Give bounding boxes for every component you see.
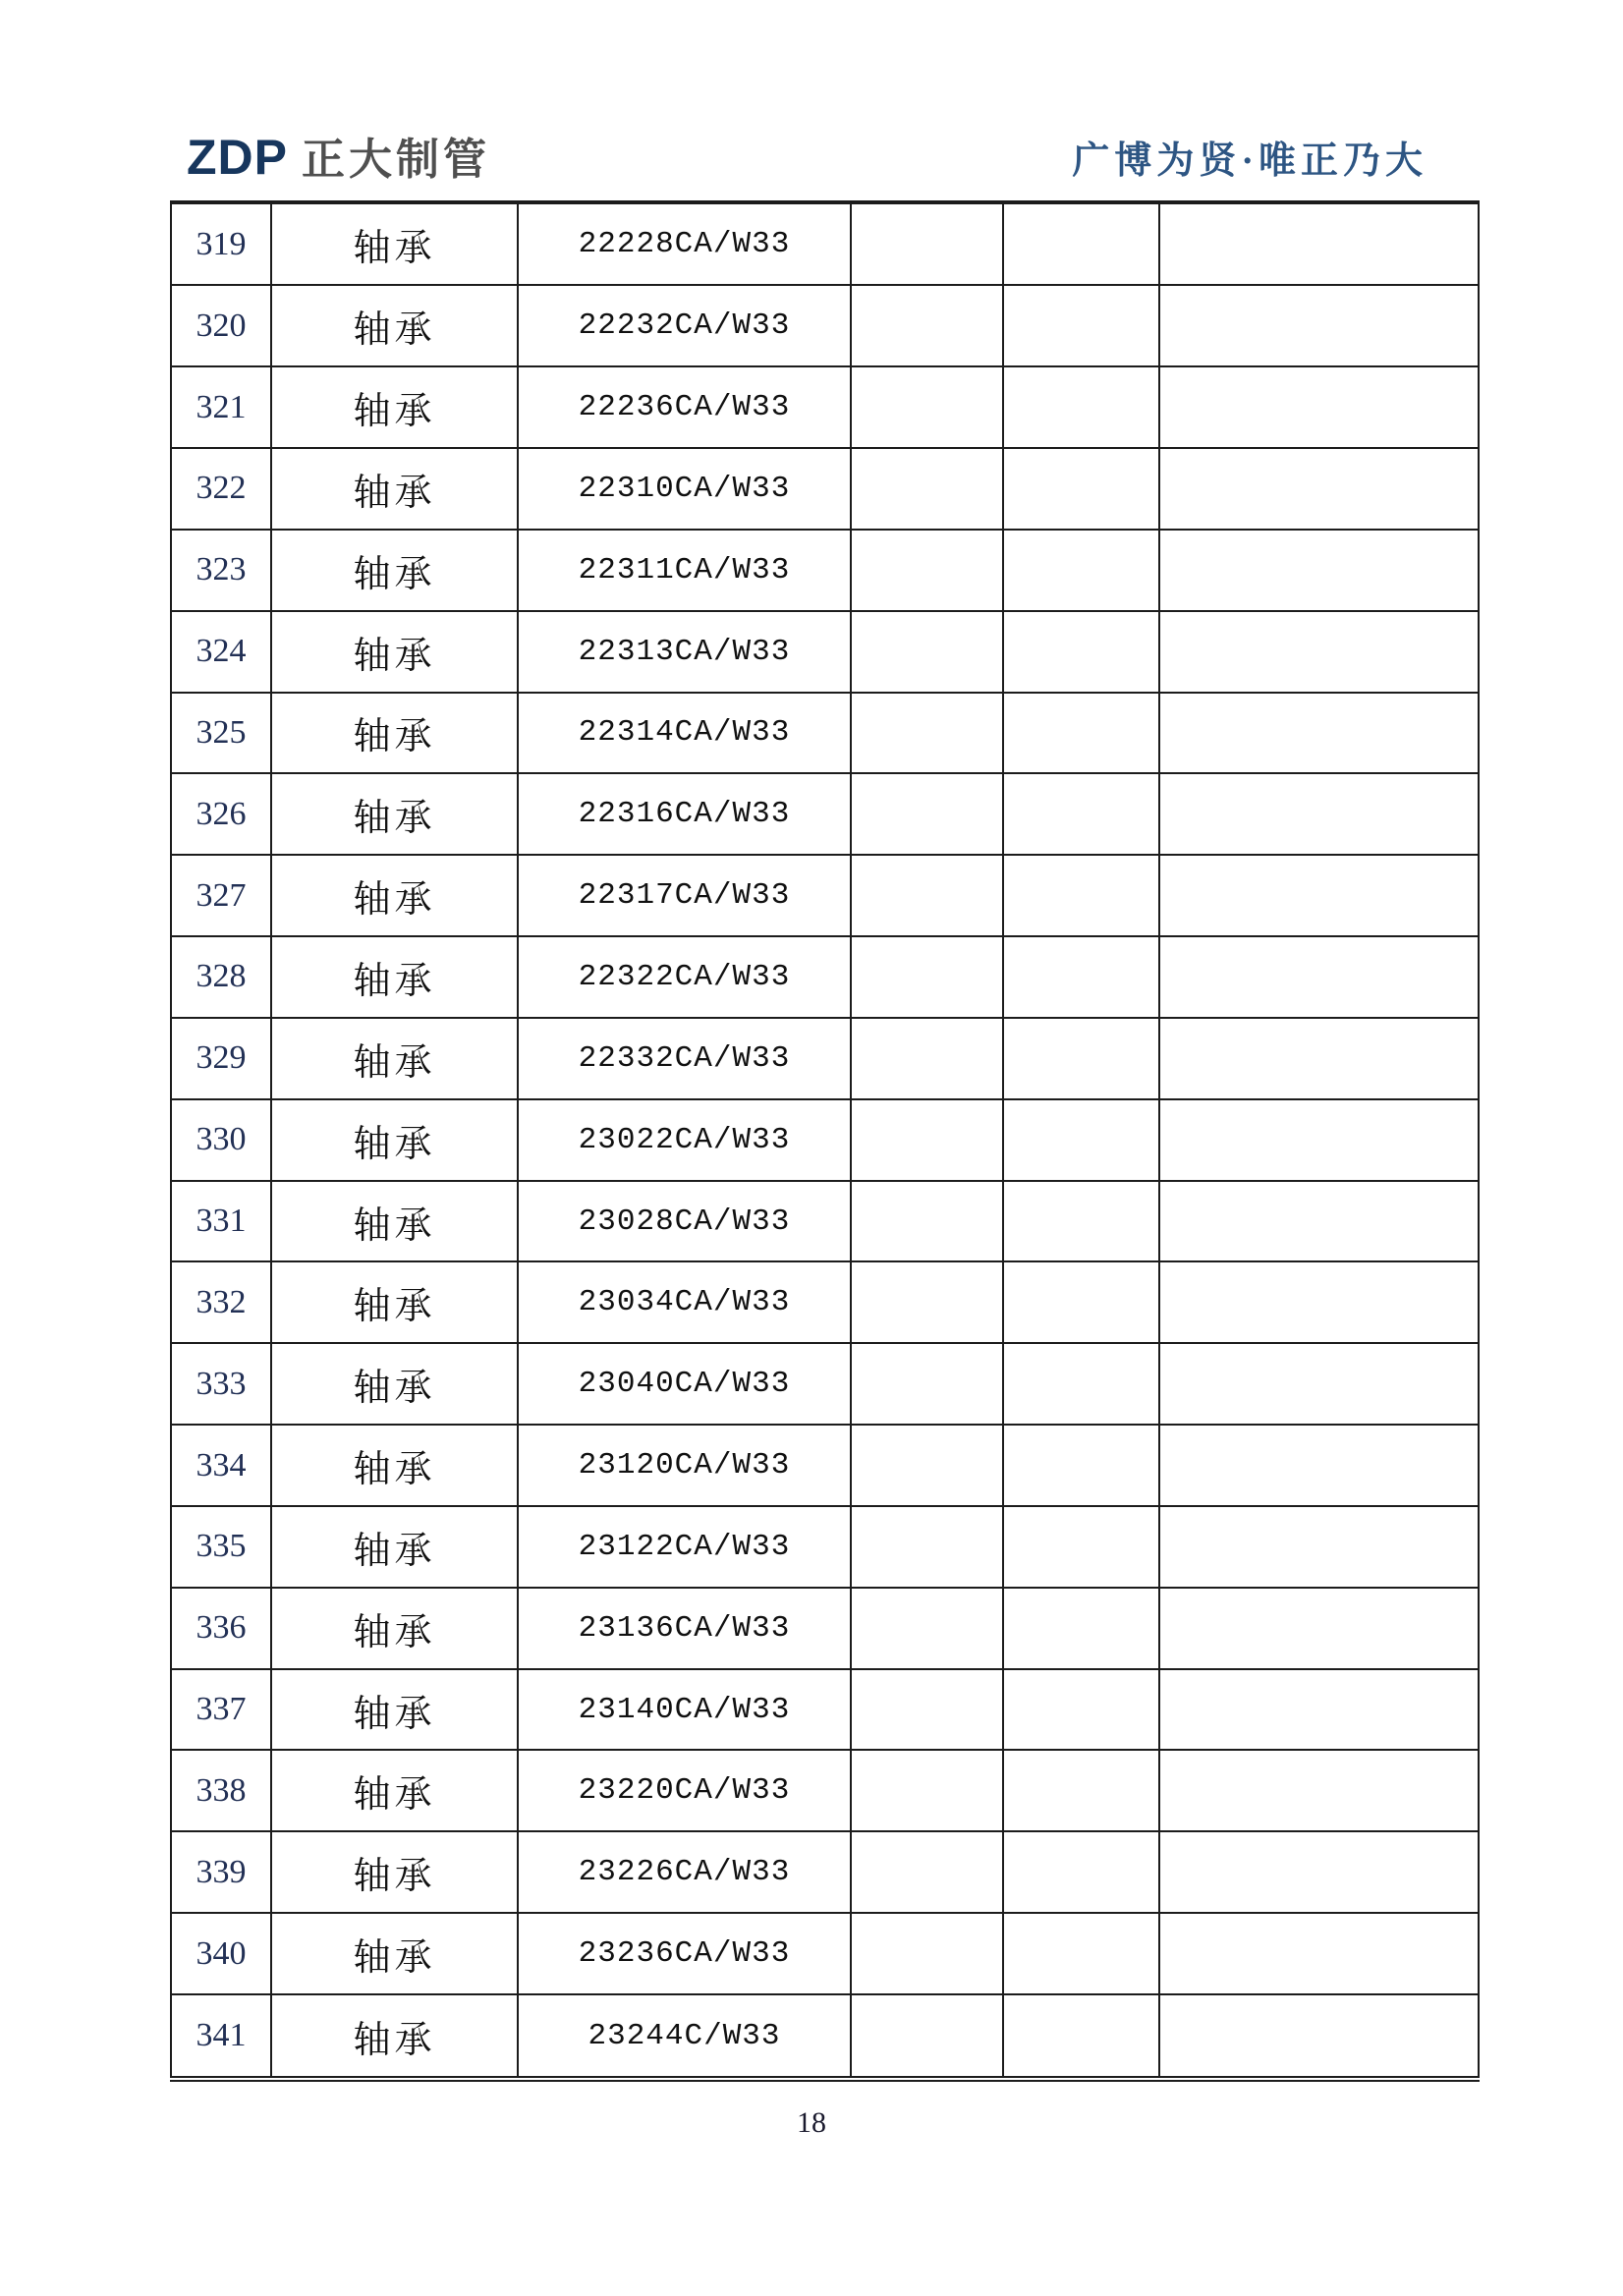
table-row — [171, 530, 1479, 611]
table-row — [171, 1669, 1479, 1751]
empty-cell-3 — [1159, 530, 1479, 611]
row-number-cell: 324 — [171, 611, 271, 693]
model-cell: 22322CA/W33 — [518, 936, 851, 1018]
item-name-cell: 轴承 — [271, 1181, 518, 1262]
company-name: 正大制管 — [302, 136, 490, 184]
row-number-cell: 322 — [171, 448, 271, 530]
model-cell: 23040CA/W33 — [518, 1343, 851, 1425]
empty-cell-2 — [1003, 1425, 1159, 1506]
row-number-cell: 341 — [171, 1994, 271, 2079]
empty-cell-2 — [1003, 530, 1159, 611]
item-name-cell: 轴承 — [271, 285, 518, 366]
empty-cell-2 — [1003, 855, 1159, 936]
empty-cell-3 — [1159, 202, 1479, 285]
empty-cell-2 — [1003, 1750, 1159, 1831]
table-row — [171, 285, 1479, 366]
model-cell: 23236CA/W33 — [518, 1913, 851, 1994]
empty-cell-3 — [1159, 1831, 1479, 1913]
empty-cell-3 — [1159, 1588, 1479, 1669]
table-row — [171, 693, 1479, 774]
zdp-logo-icon: ZDP — [187, 130, 288, 185]
empty-cell-1 — [851, 285, 1003, 366]
empty-cell-1 — [851, 773, 1003, 855]
empty-cell-1 — [851, 1181, 1003, 1262]
empty-cell-2 — [1003, 1669, 1159, 1751]
empty-cell-2 — [1003, 1913, 1159, 1994]
model-cell: 23120CA/W33 — [518, 1425, 851, 1506]
table-row — [171, 1343, 1479, 1425]
model-cell: 23244C/W33 — [518, 1994, 851, 2079]
empty-cell-1 — [851, 611, 1003, 693]
model-cell: 23022CA/W33 — [518, 1099, 851, 1181]
row-number-cell: 334 — [171, 1425, 271, 1506]
company-slogan: 广博为贤·唯正乃大 — [1072, 140, 1427, 182]
item-name-cell: 轴承 — [271, 1750, 518, 1831]
table-row — [171, 1261, 1479, 1343]
model-cell: 23122CA/W33 — [518, 1506, 851, 1588]
table-row — [171, 1750, 1479, 1831]
empty-cell-2 — [1003, 1261, 1159, 1343]
empty-cell-3 — [1159, 1099, 1479, 1181]
empty-cell-2 — [1003, 693, 1159, 774]
table-row — [171, 773, 1479, 855]
empty-cell-2 — [1003, 1343, 1159, 1425]
empty-cell-1 — [851, 1099, 1003, 1181]
empty-cell-1 — [851, 693, 1003, 774]
empty-cell-3 — [1159, 366, 1479, 448]
item-name-cell: 轴承 — [271, 1343, 518, 1425]
model-cell: 22316CA/W33 — [518, 773, 851, 855]
row-number-cell: 333 — [171, 1343, 271, 1425]
item-name-cell: 轴承 — [271, 530, 518, 611]
model-cell: 22310CA/W33 — [518, 448, 851, 530]
row-number-cell: 328 — [171, 936, 271, 1018]
item-name-cell: 轴承 — [271, 1588, 518, 1669]
empty-cell-2 — [1003, 448, 1159, 530]
empty-cell-1 — [851, 1506, 1003, 1588]
row-number-cell: 323 — [171, 530, 271, 611]
model-cell: 22314CA/W33 — [518, 693, 851, 774]
table-row — [171, 1831, 1479, 1913]
empty-cell-2 — [1003, 285, 1159, 366]
item-name-cell: 轴承 — [271, 1669, 518, 1751]
empty-cell-1 — [851, 1425, 1003, 1506]
model-cell: 23140CA/W33 — [518, 1669, 851, 1751]
model-cell: 22228CA/W33 — [518, 202, 851, 285]
table-row — [171, 1913, 1479, 1994]
empty-cell-3 — [1159, 1343, 1479, 1425]
row-number-cell: 320 — [171, 285, 271, 366]
empty-cell-3 — [1159, 1181, 1479, 1262]
empty-cell-1 — [851, 1343, 1003, 1425]
row-number-cell: 336 — [171, 1588, 271, 1669]
empty-cell-3 — [1159, 1913, 1479, 1994]
empty-cell-3 — [1159, 1506, 1479, 1588]
table-row — [171, 936, 1479, 1018]
table-row — [171, 448, 1479, 530]
empty-cell-2 — [1003, 1018, 1159, 1099]
empty-cell-1 — [851, 1913, 1003, 1994]
item-name-cell: 轴承 — [271, 855, 518, 936]
page-footer — [0, 2106, 1623, 2140]
empty-cell-3 — [1159, 693, 1479, 774]
row-number-cell: 326 — [171, 773, 271, 855]
table-row — [171, 1099, 1479, 1181]
item-name-cell: 轴承 — [271, 1994, 518, 2079]
row-number-cell: 338 — [171, 1750, 271, 1831]
empty-cell-2 — [1003, 1588, 1159, 1669]
table-row — [171, 1506, 1479, 1588]
item-name-cell: 轴承 — [271, 1261, 518, 1343]
empty-cell-3 — [1159, 1669, 1479, 1751]
empty-cell-2 — [1003, 1994, 1159, 2079]
empty-cell-3 — [1159, 285, 1479, 366]
empty-cell-1 — [851, 202, 1003, 285]
empty-cell-2 — [1003, 611, 1159, 693]
row-number-cell: 329 — [171, 1018, 271, 1099]
item-name-cell: 轴承 — [271, 448, 518, 530]
item-name-cell: 轴承 — [271, 1506, 518, 1588]
empty-cell-3 — [1159, 1261, 1479, 1343]
empty-cell-3 — [1159, 855, 1479, 936]
empty-cell-3 — [1159, 1750, 1479, 1831]
item-name-cell: 轴承 — [271, 611, 518, 693]
model-cell: 23028CA/W33 — [518, 1181, 851, 1262]
empty-cell-1 — [851, 1750, 1003, 1831]
item-name-cell: 轴承 — [271, 1099, 518, 1181]
empty-cell-3 — [1159, 773, 1479, 855]
empty-cell-2 — [1003, 1099, 1159, 1181]
row-number-cell: 340 — [171, 1913, 271, 1994]
empty-cell-2 — [1003, 1831, 1159, 1913]
row-number-cell: 319 — [171, 202, 271, 285]
parts-table — [170, 200, 1480, 2082]
empty-cell-2 — [1003, 936, 1159, 1018]
table-row — [171, 1425, 1479, 1506]
empty-cell-2 — [1003, 202, 1159, 285]
empty-cell-1 — [851, 1261, 1003, 1343]
table-row — [171, 1181, 1479, 1262]
item-name-cell: 轴承 — [271, 1018, 518, 1099]
empty-cell-1 — [851, 530, 1003, 611]
empty-cell-1 — [851, 936, 1003, 1018]
empty-cell-1 — [851, 1994, 1003, 2079]
row-number-cell: 332 — [171, 1261, 271, 1343]
model-cell: 23136CA/W33 — [518, 1588, 851, 1669]
empty-cell-2 — [1003, 366, 1159, 448]
model-cell: 23034CA/W33 — [518, 1261, 851, 1343]
item-name-cell: 轴承 — [271, 1831, 518, 1913]
row-number-cell: 335 — [171, 1506, 271, 1588]
table-row — [171, 855, 1479, 936]
item-name-cell: 轴承 — [271, 202, 518, 285]
empty-cell-1 — [851, 366, 1003, 448]
empty-cell-3 — [1159, 448, 1479, 530]
empty-cell-3 — [1159, 611, 1479, 693]
item-name-cell: 轴承 — [271, 1425, 518, 1506]
model-cell: 23220CA/W33 — [518, 1750, 851, 1831]
item-name-cell: 轴承 — [271, 366, 518, 448]
model-cell: 22313CA/W33 — [518, 611, 851, 693]
empty-cell-3 — [1159, 1425, 1479, 1506]
empty-cell-3 — [1159, 1994, 1479, 2079]
row-number-cell: 330 — [171, 1099, 271, 1181]
item-name-cell: 轴承 — [271, 773, 518, 855]
model-cell: 22317CA/W33 — [518, 855, 851, 936]
item-name-cell: 轴承 — [271, 693, 518, 774]
table-row — [171, 611, 1479, 693]
model-cell: 22236CA/W33 — [518, 366, 851, 448]
page-number: 18 — [797, 2106, 826, 2139]
empty-cell-2 — [1003, 1506, 1159, 1588]
item-name-cell: 轴承 — [271, 936, 518, 1018]
row-number-cell: 331 — [171, 1181, 271, 1262]
model-cell: 22311CA/W33 — [518, 530, 851, 611]
row-number-cell: 325 — [171, 693, 271, 774]
empty-cell-3 — [1159, 1018, 1479, 1099]
empty-cell-2 — [1003, 773, 1159, 855]
empty-cell-1 — [851, 448, 1003, 530]
item-name-cell: 轴承 — [271, 1913, 518, 1994]
company-logo — [187, 130, 490, 185]
row-number-cell: 339 — [171, 1831, 271, 1913]
empty-cell-1 — [851, 1018, 1003, 1099]
table-row — [171, 1588, 1479, 1669]
page-header — [0, 0, 1623, 196]
row-number-cell: 337 — [171, 1669, 271, 1751]
empty-cell-1 — [851, 1669, 1003, 1751]
model-cell: 22332CA/W33 — [518, 1018, 851, 1099]
empty-cell-1 — [851, 1831, 1003, 1913]
row-number-cell: 327 — [171, 855, 271, 936]
empty-cell-1 — [851, 855, 1003, 936]
empty-cell-1 — [851, 1588, 1003, 1669]
table-row — [171, 1018, 1479, 1099]
model-cell: 23226CA/W33 — [518, 1831, 851, 1913]
empty-cell-2 — [1003, 1181, 1159, 1262]
empty-cell-3 — [1159, 936, 1479, 1018]
table-row — [171, 202, 1479, 285]
table-row — [171, 1994, 1479, 2079]
row-number-cell: 321 — [171, 366, 271, 448]
model-cell: 22232CA/W33 — [518, 285, 851, 366]
table-row — [171, 366, 1479, 448]
